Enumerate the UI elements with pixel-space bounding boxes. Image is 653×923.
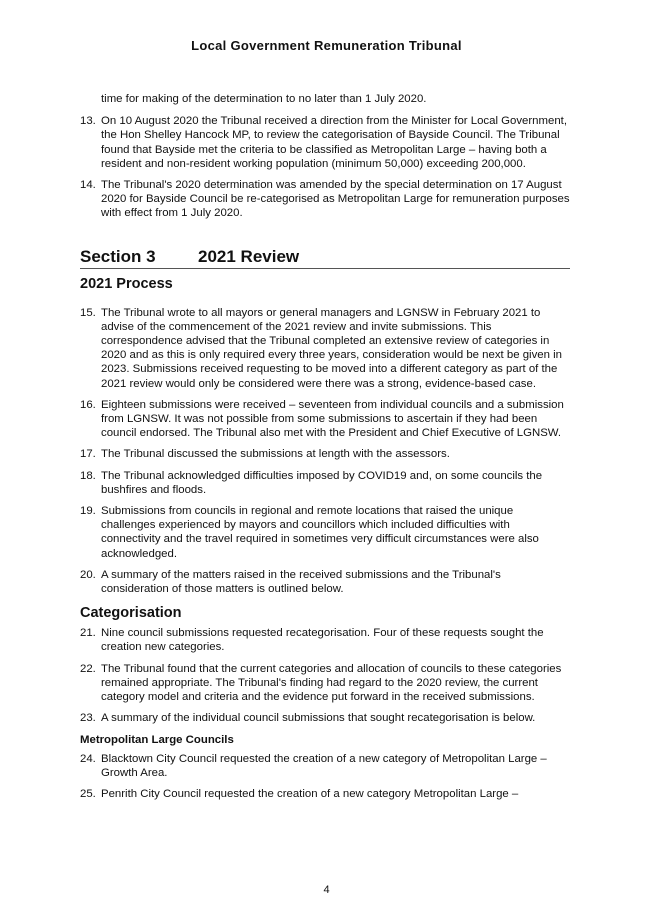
numbered-paragraph [80,114,570,171]
paragraph-number: 23. [80,712,96,725]
paragraph-text: Penrith City Council requested the creation of a new category Metropolitan Large – [101,787,519,800]
paragraph-text: The Tribunal discussed the submissions at length with the assessors. [101,448,450,461]
paragraph-text: On 10 August 2020 the Tribunal received a direction from the Minister for Local Government, the Hon Shelley Hancock MP, to review the categorisation of Bayside Council. The Tribunal found that Bayside met the criteria to be classified as Metropolitan Large – having both a resident and non-resident working population (minimum 50,000) exceeding 200,000. [101,115,567,170]
page-content [80,92,570,808]
numbered-paragraph [80,662,570,705]
numbered-paragraph [80,306,570,391]
item-list-a [80,114,570,220]
numbered-paragraph [80,752,570,780]
numbered-paragraph [80,469,570,497]
page-number: 4 [323,884,330,896]
paragraph-number: 15. [80,306,96,319]
section-number: Section 3 [80,246,156,266]
process-heading: 2021 Process [80,275,173,292]
paragraph-number: 20. [80,568,96,581]
paragraph-number: 16. [80,398,96,411]
paragraph-number: 14. [80,179,96,192]
paragraph-number: 24. [80,752,96,765]
paragraph-text: Submissions from councils in regional and remote locations that raised the unique challenges experienced by mayors and councillors which included difficulties with connectivity and the travel required in sometimes very difficult circumstances were also acknowledged. [101,505,539,560]
paragraph-number: 25. [80,787,96,800]
paragraph-number: 18. [80,469,96,482]
paragraph-text: Blacktown City Council requested the creation of a new category of Metropolitan Large – Growth Area. [101,752,547,779]
section-heading [80,247,570,269]
section-title: 2021 Review [198,246,300,266]
item-list-d [80,752,570,802]
paragraph-text: Eighteen submissions were received – seventeen from individual councils and a submission from LGNSW. It was not possible from some submissions to ascertain if they had been council endorsed. The Tribunal also met with the President and Chief Executive of LGNSW. [101,398,564,440]
item-list-c [80,626,570,725]
paragraph-text: Nine council submissions requested recategorisation. Four of these requests sought the creation new categories. [101,627,544,654]
numbered-paragraph [80,398,570,441]
numbered-paragraph [80,178,570,221]
item-list-b [80,306,570,597]
paragraph-text: A summary of the matters raised in the received submissions and the Tribunal's consideration of those matters is outlined below. [101,568,501,596]
continued-paragraph: time for making of the determination to no later than 1 July 2020. [101,93,427,105]
numbered-paragraph [80,447,570,461]
paragraph-number: 22. [80,662,96,675]
paragraph-number: 13. [80,115,96,128]
paragraph-text: A summary of the individual council submissions that sought recategorisation is below. [101,712,536,725]
paragraph-text: The Tribunal's 2020 determination was amended by the special determination on 17 August 2020 for Bayside Council be re-categorised as Metropolitan Large for remuneration purposes with effect from 1 July 2020. [101,179,570,220]
paragraph-text: The Tribunal found that the current categories and allocation of councils to these categories remained appropriate. The Tribunal's finding had regard to the 2020 review, the current category model and criteria and the evidence put forward in the received submissions. [101,662,562,704]
numbered-paragraph [80,711,570,725]
running-header: Local Government Remuneration Tribunal [191,38,462,53]
numbered-paragraph [80,568,570,596]
metropolitan-large-heading: Metropolitan Large Councils [80,733,234,746]
paragraph-number: 21. [80,627,96,640]
categorisation-heading: Categorisation [80,605,182,622]
numbered-paragraph [80,626,570,654]
numbered-paragraph [80,787,570,801]
paragraph-number: 17. [80,448,96,461]
paragraph-number: 19. [80,505,96,518]
paragraph-text: The Tribunal wrote to all mayors or general managers and LGNSW in February 2021 to advise of the commencement of the 2021 review and invite submissions. This correspondence advised that the Tribunal completed an extensive review of categories in 2020 and as this is only required every three years, consideration would be next be given in 2023. Submissions received requesting to be moved into a different category as part of the 2021 review would only be considered were there was a strong, evidence-based case. [101,306,562,390]
paragraph-text: The Tribunal acknowledged difficulties imposed by COVID19 and, on some councils the bushfires and floods. [101,469,543,496]
numbered-paragraph [80,504,570,561]
